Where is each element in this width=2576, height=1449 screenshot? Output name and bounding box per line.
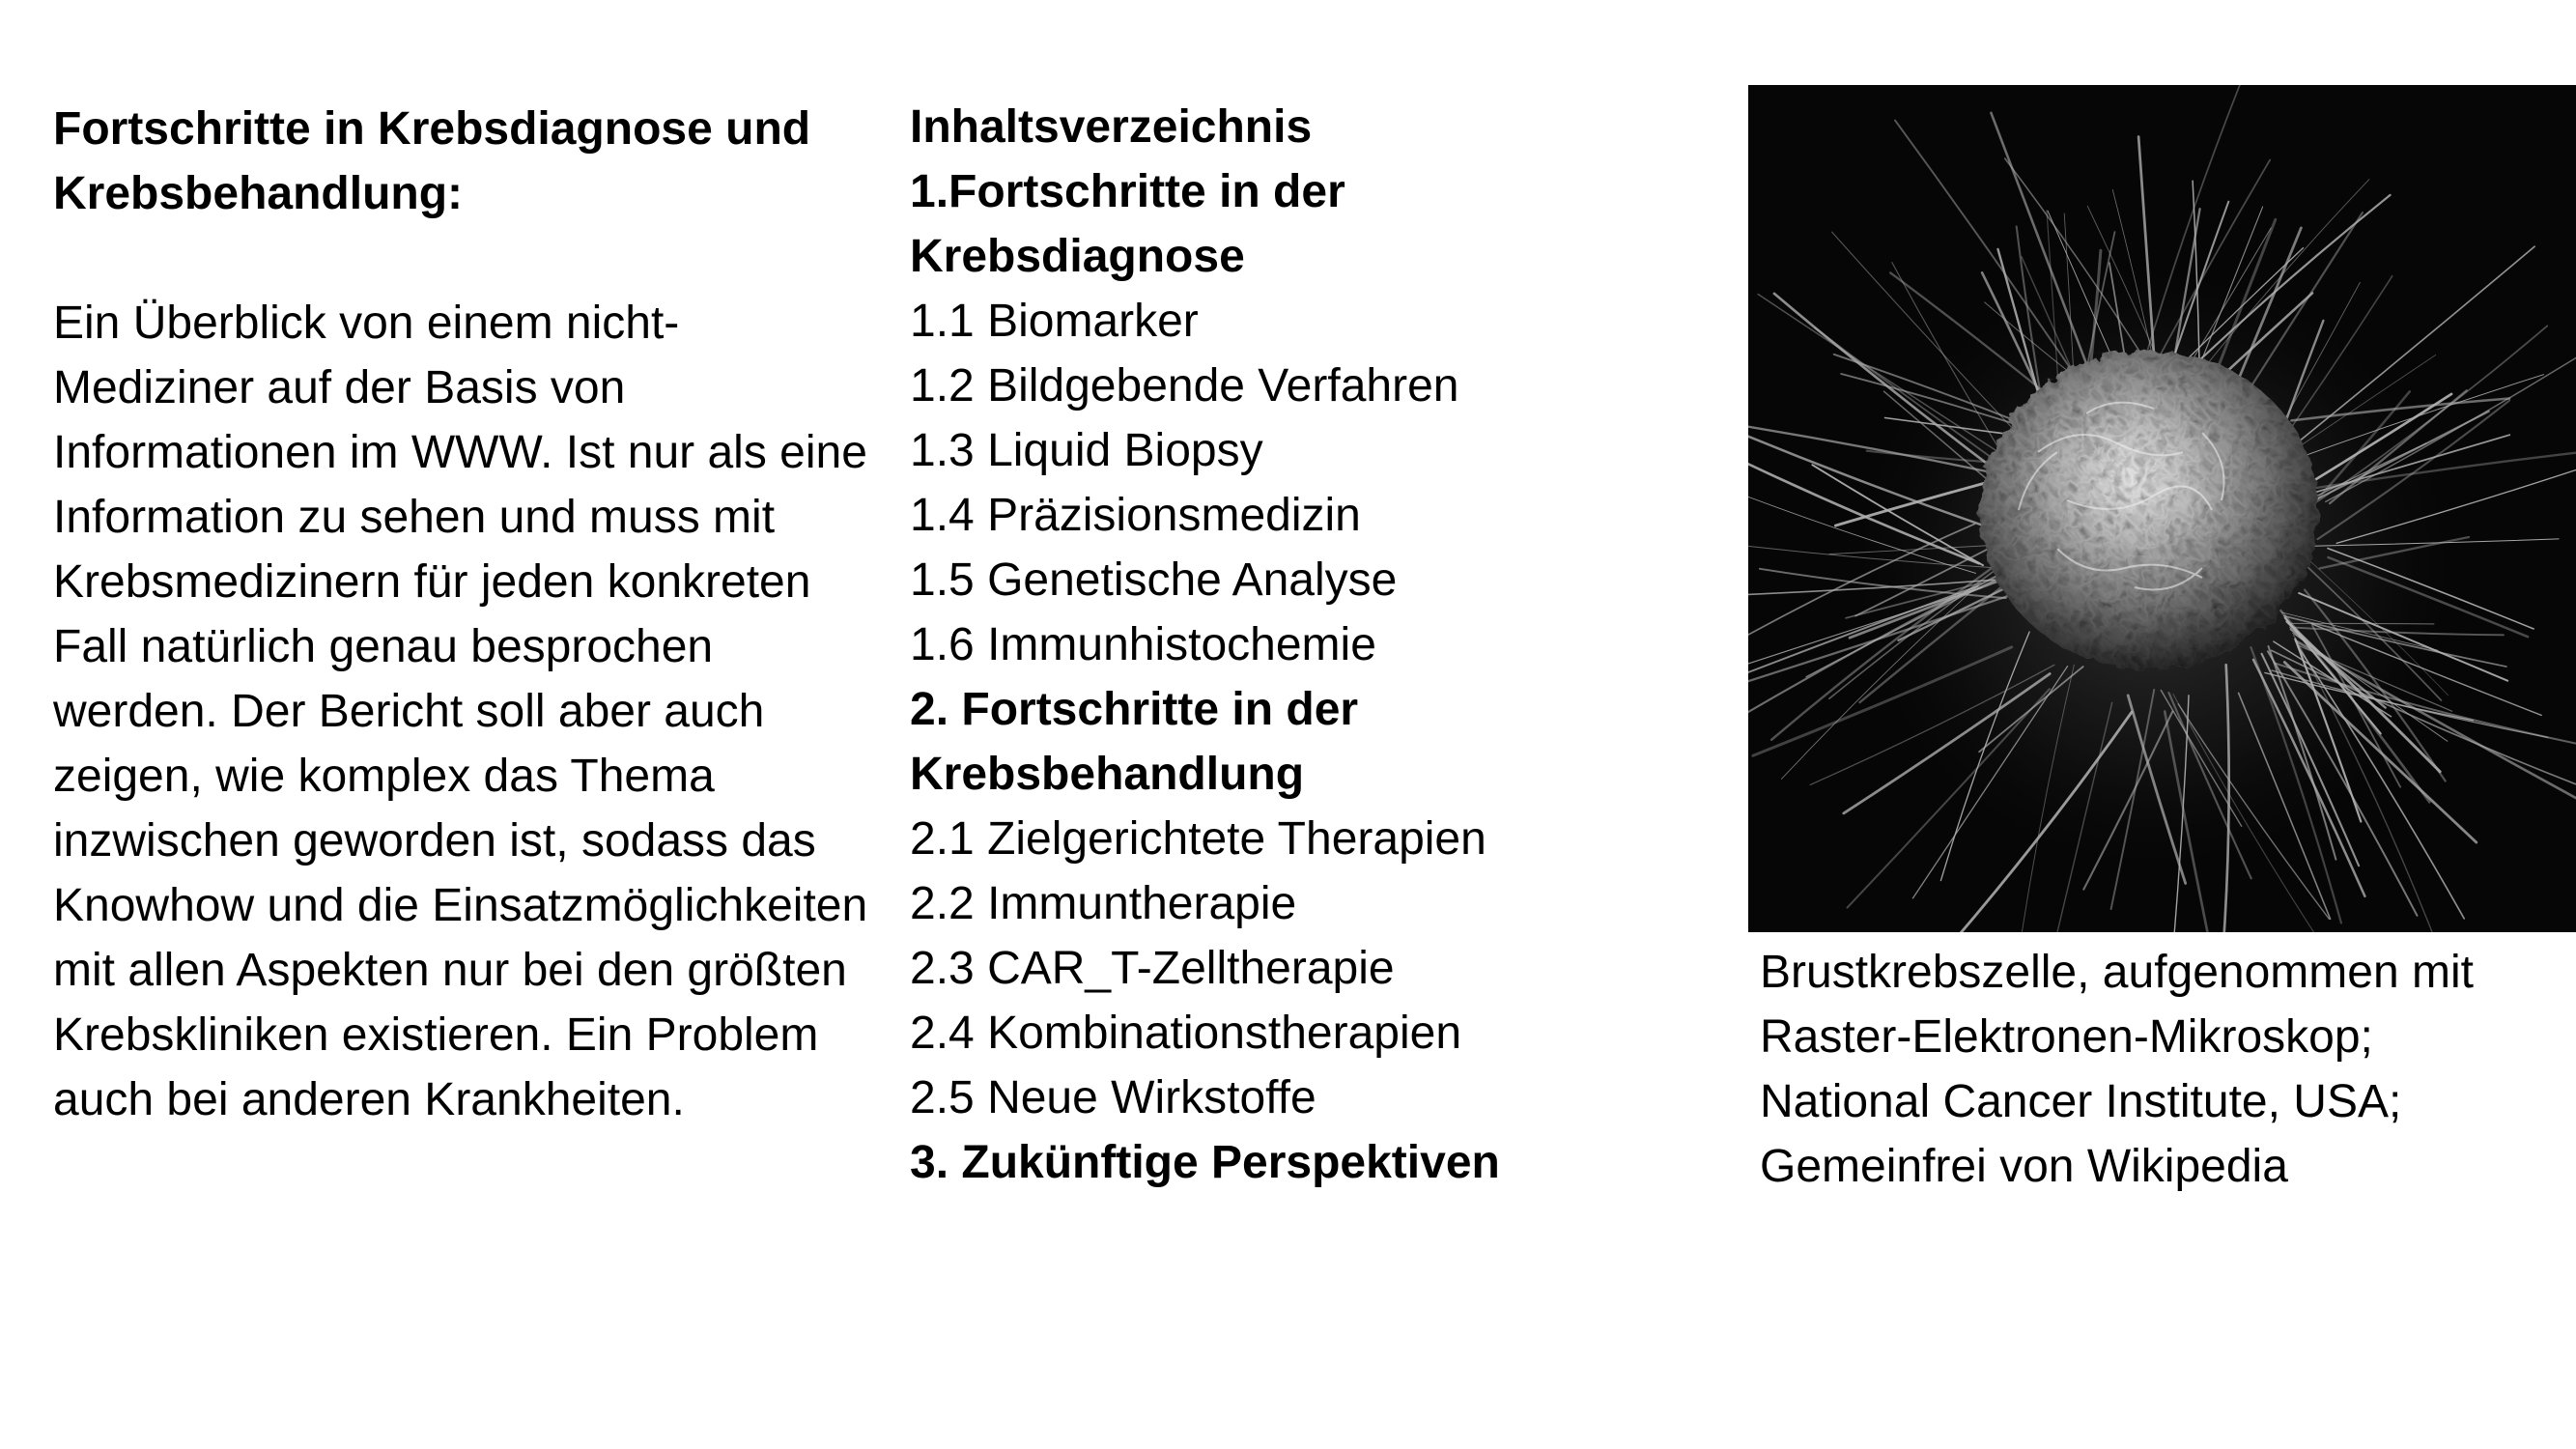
toc-section-3: 3. Zukünftige Perspektiven <box>910 1137 1500 1188</box>
caption-line: National Cancer Institute, USA; <box>1760 1076 2402 1127</box>
micrograph-illustration <box>1748 85 2576 932</box>
intro-column <box>53 97 884 1132</box>
toc-item: 1.5 Genetische Analyse <box>910 554 1398 606</box>
toc-item: 1.6 Immunhistochemie <box>910 619 1376 670</box>
filament <box>2288 623 2434 624</box>
toc-item: 1.3 Liquid Biopsy <box>910 425 1263 476</box>
caption-line: Brustkrebszelle, aufgenommen mit <box>1760 947 2474 998</box>
toc-heading: Inhaltsverzeichnis <box>910 101 1313 153</box>
caption-line: Gemeinfrei von Wikipedia <box>1760 1141 2288 1192</box>
figure-caption <box>1748 940 2576 1199</box>
figure <box>1748 85 2576 1199</box>
toc-item: 2.2 Immuntherapie <box>910 878 1297 929</box>
intro-paragraph: Ein Überblick von einem nicht-Mediziner auf der Basis von Informationen im WWW. Ist nur als eine Information zu sehen und muss mit Krebsmedizinern für jeden konkreten Fall natürlich genau besprochen werden. Der Bericht soll aber auch zeigen, wie komplex das Thema inzwischen geworden ist, sodass das Knowhow und die Einsatzmöglichkeiten mit allen Aspekten nur bei den größten Krebskliniken existieren. Ein Problem auch bei anderen Krankheiten. <box>53 298 868 1125</box>
caption-line: Raster-Elektronen-Mikroskop; <box>1760 1011 2373 1063</box>
toc-item: 2.5 Neue Wirkstoffe <box>910 1072 1316 1123</box>
toc-item: 2.4 Kombinationstherapien <box>910 1008 1462 1059</box>
table-of-contents <box>910 95 1663 1195</box>
toc-section-1: 1.Fortschritte in der Krebsdiagnose <box>910 166 1345 282</box>
toc-item: 1.1 Biomarker <box>910 296 1199 347</box>
toc-section-2: 2. Fortschritte in der Krebsbehandlung <box>910 684 1359 800</box>
toc-item: 1.4 Präzisionsmedizin <box>910 490 1361 541</box>
toc-item: 2.3 CAR_T-Zelltherapie <box>910 943 1395 994</box>
document-title: Fortschritte in Krebsdiagnose und Krebsbehandlung: <box>53 103 811 219</box>
toc-item: 2.1 Zielgerichtete Therapien <box>910 813 1486 865</box>
toc-item: 1.2 Bildgebende Verfahren <box>910 360 1459 412</box>
cancer-cell-micrograph <box>1748 85 2576 932</box>
